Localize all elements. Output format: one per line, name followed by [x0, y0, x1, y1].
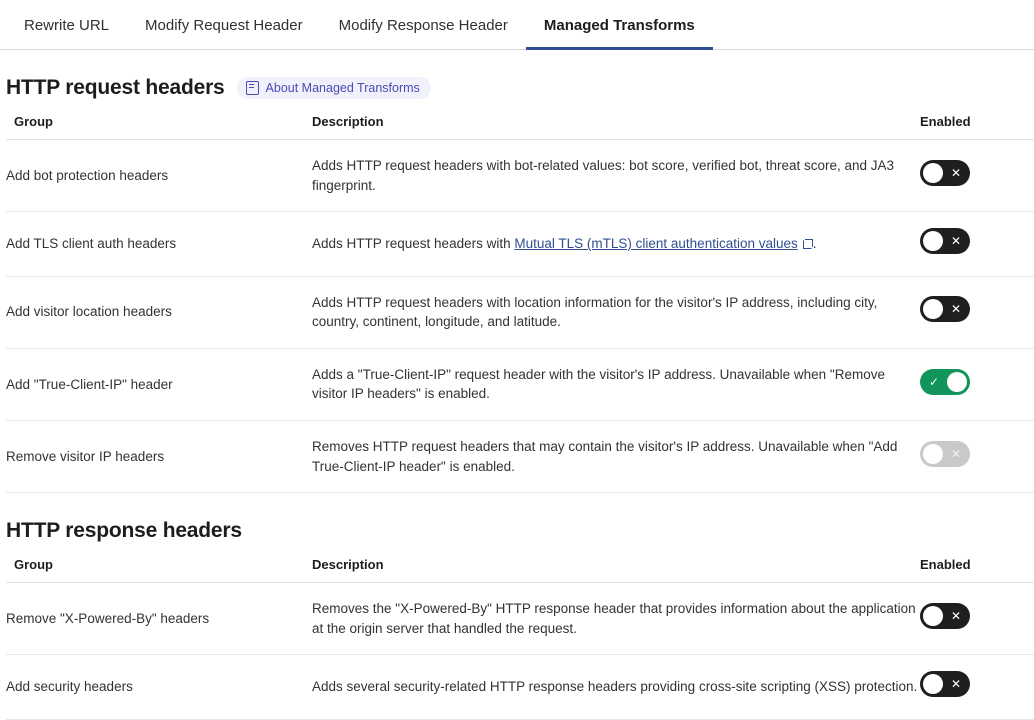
toggle-remove-x-powered-by-headers[interactable]	[920, 603, 970, 629]
tab-rewrite-url[interactable]: Rewrite URL	[24, 17, 110, 34]
about-managed-transforms-link[interactable]	[237, 77, 431, 99]
request-col-description: Description	[312, 114, 920, 140]
response-section-header	[6, 519, 1028, 543]
table-row	[6, 583, 1034, 655]
table-row	[6, 655, 1034, 720]
row-enabled-cell	[920, 348, 1034, 420]
toggle-knob	[923, 231, 943, 251]
row-enabled-cell	[920, 212, 1034, 277]
toggle-knob	[947, 372, 967, 392]
request-headers-table	[6, 114, 1034, 493]
toggle-add-true-client-ip-header[interactable]	[920, 369, 970, 395]
row-group-label: Remove "X-Powered-By" headers	[6, 583, 312, 655]
toggle-off-icon: ✕	[950, 302, 961, 317]
row-enabled-cell	[920, 420, 1034, 492]
row-description-suffix: .	[812, 236, 817, 252]
toggle-add-bot-protection-headers[interactable]	[920, 160, 970, 186]
row-description: Adds several security-related HTTP response headers providing cross-site scripting (XSS) protection.	[312, 655, 920, 720]
response-col-enabled: Enabled	[920, 557, 1034, 583]
row-enabled-cell	[920, 140, 1034, 212]
row-description-prefix: Adds HTTP request headers with	[312, 236, 515, 252]
row-group-label: Add security headers	[6, 655, 312, 720]
http-request-headers-section	[0, 76, 1034, 493]
row-group-label: Add bot protection headers	[6, 140, 312, 212]
row-description	[312, 212, 920, 277]
row-description: Adds HTTP request headers with bot-related values: bot score, verified bot, threat score, and JA3 fingerprint.	[312, 140, 920, 212]
toggle-add-security-headers[interactable]	[920, 671, 970, 697]
toggle-knob	[923, 163, 943, 183]
toggle-on-icon: ✓	[929, 374, 940, 389]
row-description: Adds HTTP request headers with location information for the visitor's IP address, including city, country, continent, longitude, and latitude.	[312, 276, 920, 348]
table-row	[6, 276, 1034, 348]
about-pill-label: About Managed Transforms	[265, 81, 420, 95]
toggle-off-icon: ✕	[950, 234, 961, 249]
row-group-label: Add TLS client auth headers	[6, 212, 312, 277]
response-table-head	[6, 557, 1034, 583]
tab-managed-transforms[interactable]: Managed Transforms	[526, 18, 713, 50]
row-enabled-cell	[920, 276, 1034, 348]
tab-modify-response-header[interactable]: Modify Response Header	[338, 17, 508, 34]
row-description: Adds a "True-Client-IP" request header with the visitor's IP address. Unavailable when "Remove visitor IP headers" is enabled.	[312, 348, 920, 420]
table-row	[6, 212, 1034, 277]
document-icon	[246, 81, 259, 95]
tab-bar	[0, 0, 1034, 50]
request-col-enabled: Enabled	[920, 114, 1034, 140]
toggle-off-icon: ✕	[950, 446, 961, 461]
toggle-add-visitor-location-headers[interactable]	[920, 296, 970, 322]
row-description: Removes HTTP request headers that may contain the visitor's IP address. Unavailable when "Add True-Client-IP header" is enabled.	[312, 420, 920, 492]
response-table-header-row	[6, 557, 1034, 583]
toggle-knob	[923, 674, 943, 694]
toggle-remove-visitor-ip-headers	[920, 441, 970, 467]
row-enabled-cell	[920, 655, 1034, 720]
mtls-client-auth-link[interactable]: Mutual TLS (mTLS) client authentication values	[514, 236, 798, 252]
toggle-knob	[923, 606, 943, 626]
request-table-head	[6, 114, 1034, 140]
request-table-body	[6, 140, 1034, 493]
toggle-knob	[923, 299, 943, 319]
response-section-title: HTTP response headers	[6, 519, 242, 543]
request-section-title: HTTP request headers	[6, 76, 225, 99]
toggle-add-tls-client-auth-headers[interactable]	[920, 228, 970, 254]
response-table-body	[6, 583, 1034, 720]
table-row	[6, 420, 1034, 492]
row-enabled-cell	[920, 583, 1034, 655]
row-group-label: Add visitor location headers	[6, 276, 312, 348]
http-response-headers-section	[0, 519, 1034, 720]
toggle-off-icon: ✕	[950, 165, 961, 180]
response-headers-table	[6, 557, 1034, 720]
row-description: Removes the "X-Powered-By" HTTP response header that provides information about the application at the origin server that handled the request.	[312, 583, 920, 655]
request-col-group: Group	[6, 114, 312, 140]
toggle-knob	[923, 444, 943, 464]
table-row	[6, 140, 1034, 212]
response-col-description: Description	[312, 557, 920, 583]
response-col-group: Group	[6, 557, 312, 583]
request-table-header-row	[6, 114, 1034, 140]
request-section-header	[6, 76, 1028, 100]
table-row	[6, 348, 1034, 420]
toggle-off-icon: ✕	[950, 608, 961, 623]
external-link-icon	[803, 239, 813, 249]
toggle-off-icon: ✕	[950, 677, 961, 692]
row-group-label: Add "True-Client-IP" header	[6, 348, 312, 420]
tab-modify-request-header[interactable]: Modify Request Header	[145, 17, 303, 34]
row-group-label: Remove visitor IP headers	[6, 420, 312, 492]
